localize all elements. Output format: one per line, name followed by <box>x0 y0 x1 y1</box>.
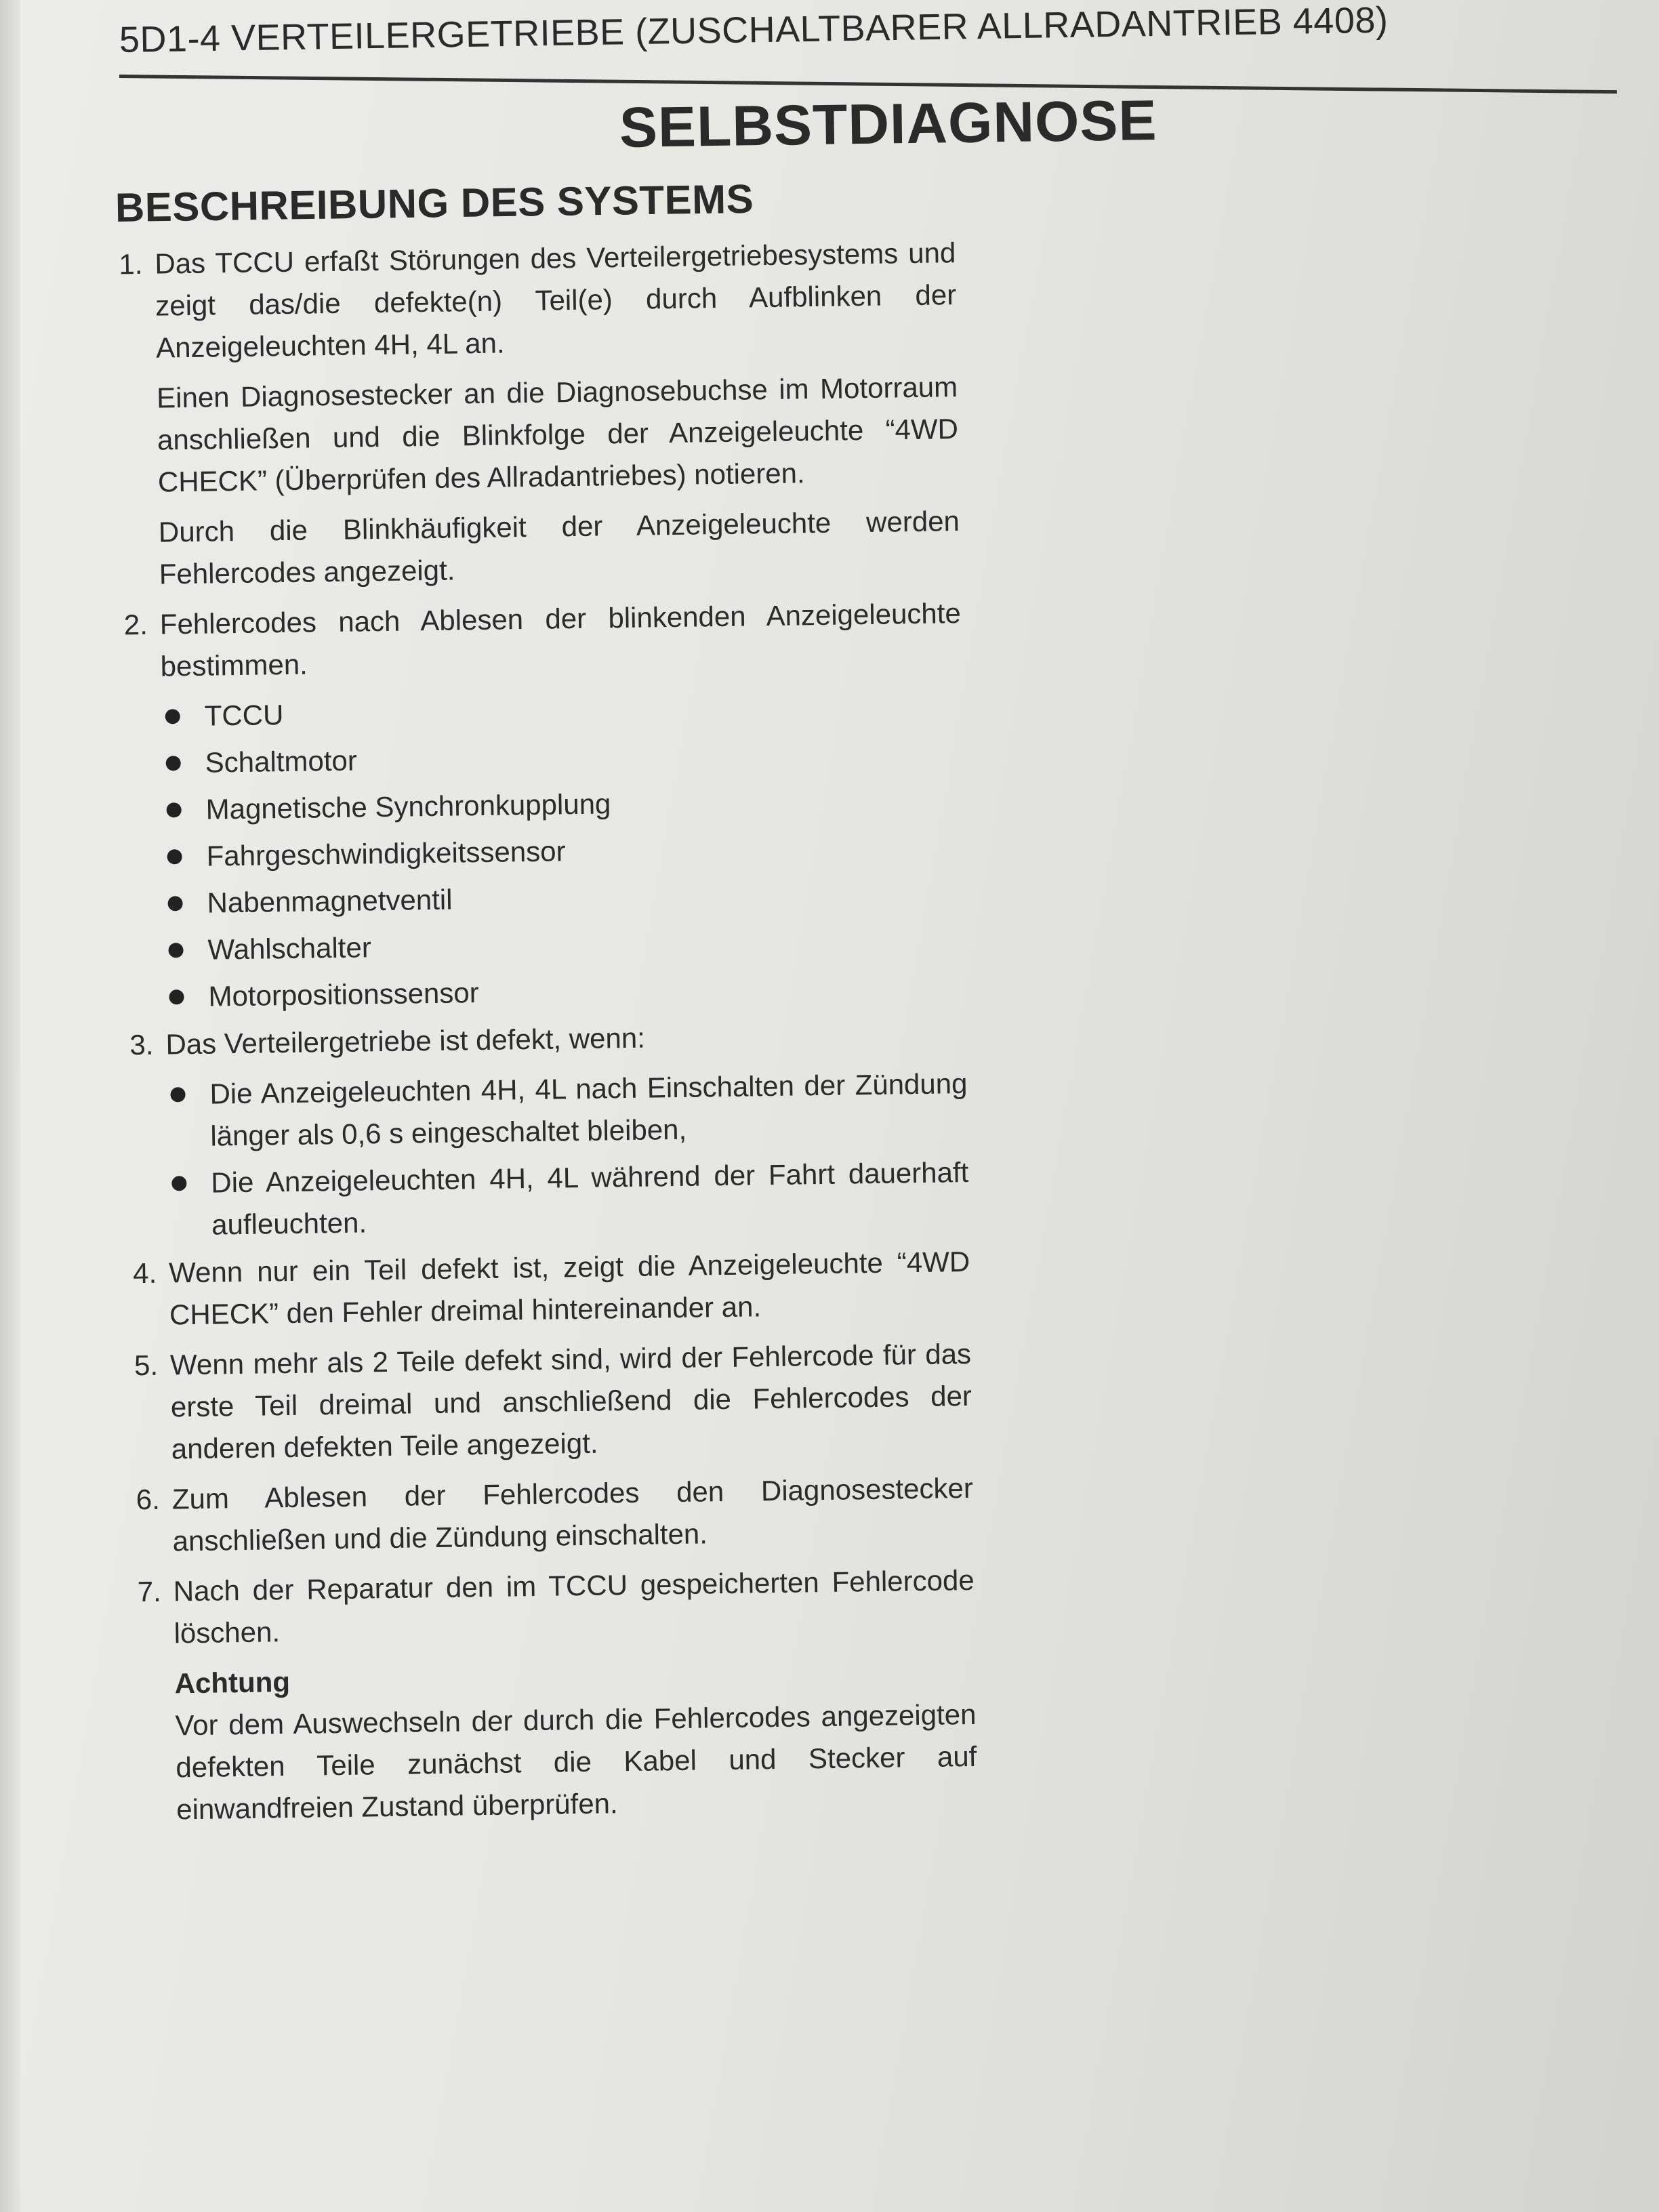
bullet-item <box>167 1151 970 1246</box>
list-item-4 <box>102 1241 971 1337</box>
bullet-item <box>163 872 965 924</box>
bullet-icon <box>165 709 180 724</box>
list-item-3 <box>99 1012 969 1248</box>
item-number: 7. <box>137 1575 162 1608</box>
bullet-item <box>165 965 966 1018</box>
paragraph: Durch die Blinkhäufigkeit der Anzeigeleuchte werden Fehlercodes angezeigt. <box>158 505 960 590</box>
paragraph: Zum Ablesen der Fehlercodes den Diagnosestecker anschließen und die Zündung einschalten. <box>171 1471 974 1557</box>
caution-title: Achtung <box>174 1666 291 1700</box>
item-number: 5. <box>134 1349 159 1382</box>
paragraph: Das TCCU erfaßt Störungen des Verteilergetriebesystems und zeigt das/die defekte(n) Teil(e) durch Aufblinken der Anzeigeleuchten 4H, 4L an. <box>155 237 957 364</box>
running-header: 5D1-4 VERTEILERGETRIEBE (ZUSCHALTBARER ALLRADANTRIEB 4408) <box>119 0 1389 60</box>
item-number: 2. <box>123 608 148 641</box>
bullet-text: Schaltmotor <box>205 744 358 779</box>
bullet-item <box>161 684 962 737</box>
section-title: SELBSTDIAGNOSE <box>619 87 1158 159</box>
paragraph: Wenn nur ein Teil defekt ist, zeigt die Anzeigeleuchte “4WD CHECK” den Fehler dreimal hintereinander an. <box>168 1245 970 1331</box>
bullet-icon <box>166 756 181 771</box>
item-number: 6. <box>136 1483 161 1516</box>
paragraph: Einen Diagnosestecker an die Diagnosebuchse im Motorraum anschließen und die Blinkfolge der Anzeigeleuchte “4WD CHECK” (Überprüfen des Allradantriebes) notieren. <box>156 371 959 498</box>
list-item-2 <box>93 592 966 1019</box>
list-item-6 <box>105 1467 974 1563</box>
page-edge <box>0 0 20 2212</box>
paragraph: Nach der Reparatur den im TCCU gespeicherten Fehlercode löschen. <box>173 1563 975 1650</box>
condition-list <box>166 1063 969 1246</box>
system-description <box>88 232 978 1837</box>
bullet-text: Wahlschalter <box>207 931 372 966</box>
bullet-item <box>166 1063 968 1158</box>
bullet-text: Die Anzeigeleuchten 4H, 4L während der Fahrt dauerhaft aufleuchten. <box>211 1155 969 1241</box>
bullet-icon <box>169 989 184 1004</box>
bullet-item <box>164 918 966 971</box>
item-number: 1. <box>119 247 143 281</box>
list-item-7 <box>106 1559 977 1832</box>
list-item-5 <box>104 1333 972 1471</box>
bullet-text: Motorpositionssensor <box>208 977 479 1012</box>
bullet-text: TCCU <box>204 699 284 732</box>
bullet-item <box>162 778 964 831</box>
bullet-item <box>161 731 963 784</box>
bullet-item <box>163 825 964 878</box>
bullet-icon <box>170 1087 185 1102</box>
bullet-text: Die Anzeigeleuchten 4H, 4L nach Einschalten der Zündung länger als 0,6 s eingeschaltet bleiben, <box>209 1067 968 1152</box>
bullet-icon <box>171 1176 186 1191</box>
paragraph: Das Verteilergetriebe ist defekt, wenn: <box>165 1021 646 1061</box>
item-number: 4. <box>132 1256 157 1290</box>
bullet-icon <box>167 849 182 864</box>
paragraph: Fehlercodes nach Ablesen der blinkenden Anzeigeleuchte bestimmen. <box>159 597 962 682</box>
bullet-text: Fahrgeschwindigkeitssensor <box>206 835 566 872</box>
bullet-text: Magnetische Synchronkupplung <box>205 787 611 825</box>
list-item-1 <box>88 232 960 596</box>
component-list <box>161 684 966 1018</box>
subsection-title: BESCHREIBUNG DES SYSTEMS <box>115 176 754 230</box>
paragraph: Wenn mehr als 2 Teile defekt sind, wird der Fehlercode für das erste Teil dreimal und anschließend die Fehlercodes der anderen defekten Teile angezeigt. <box>169 1337 972 1465</box>
bullet-icon <box>167 802 182 817</box>
bullet-icon <box>168 943 183 958</box>
item-number: 3. <box>129 1028 154 1061</box>
caution-text: Vor dem Auswechseln der durch die Fehlercodes angezeigten defekten Teile zunächst die Kabel und Stecker auf einwandfreien Zustand überprüfen. <box>175 1698 977 1826</box>
bullet-icon <box>167 896 182 911</box>
bullet-text: Nabenmagnetventil <box>207 883 453 919</box>
